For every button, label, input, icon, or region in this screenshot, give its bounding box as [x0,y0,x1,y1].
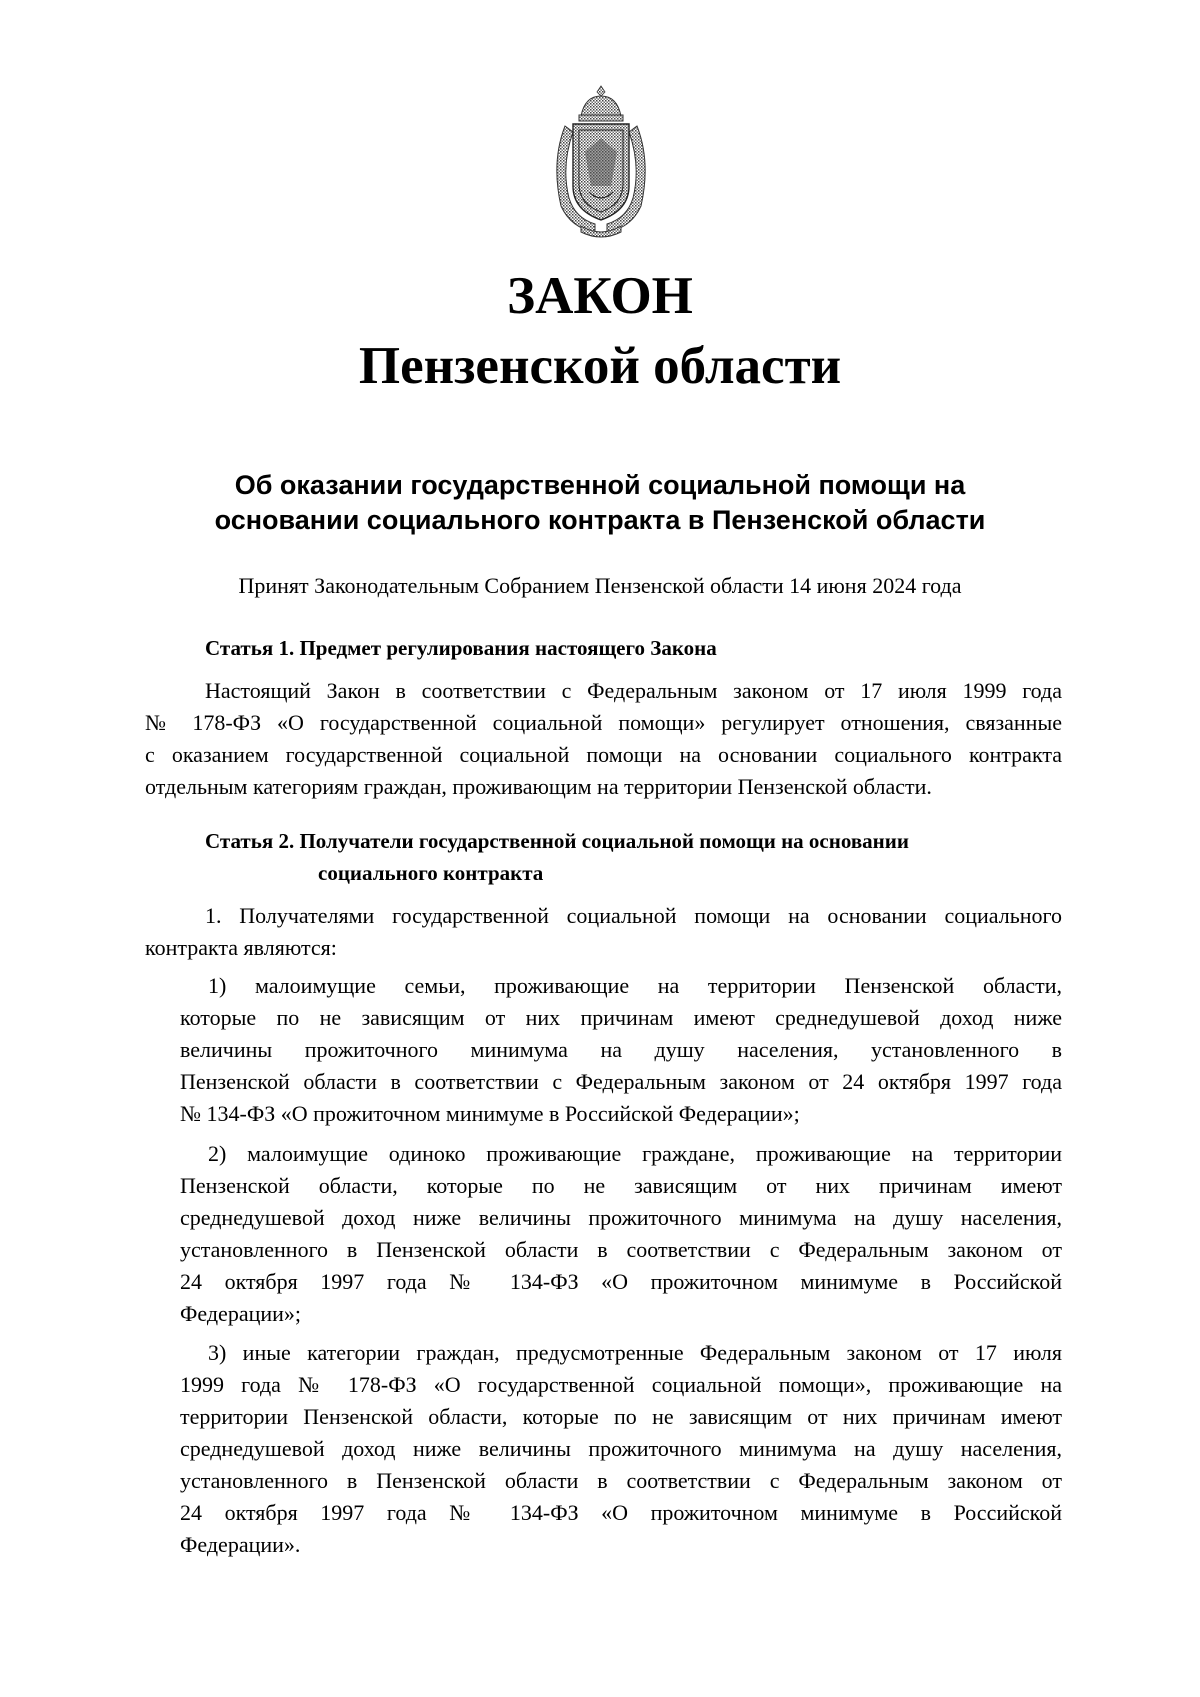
paragraph-line: контракта являются: [145,935,337,960]
item-line: величины прожиточного минимума на душу населения, установленного в [180,1037,1062,1062]
article-1-title: Статья 1. Предмет регулирования настоящего Закона [205,636,717,660]
paragraph-line: с оказанием государственной социальной помощи на основании социального контракта [145,742,1062,767]
item-line: № 134-ФЗ «О прожиточном минимуме в Российской Федерации»; [180,1101,800,1126]
coat-of-arms-icon [545,82,657,242]
item-line: 24 октября 1997 года № 134-ФЗ «О прожиточном минимуме в Российской [180,1500,1062,1525]
article-2-item-3 [180,1337,1062,1561]
item-line: 1999 года № 178-ФЗ «О государственной социальной помощи», проживающие на [180,1372,1062,1397]
item-line: Федерации». [180,1532,301,1557]
law-region: Пензенской области [358,337,842,395]
item-line: Федерации»; [180,1301,302,1326]
paragraph-line: № 178-ФЗ «О государственной социальной помощи» регулирует отношения, связанные [145,710,1062,735]
item-line: 3) иные категории граждан, предусмотренные Федеральным законом от 17 июля [208,1340,1062,1365]
item-line: территории Пензенской области, которые по не зависящим от них причинам имеют [180,1404,1062,1429]
paragraph-line: 1. Получателями государственной социальной помощи на основании социального [205,903,1062,928]
item-line: Пензенской области в соответствии с Федеральным законом от 24 октября 1997 года [180,1069,1062,1094]
item-line: Пензенской области, которые по не зависящим от них причинам имеют [180,1173,1062,1198]
law-title: ЗАКОН [507,267,693,325]
article-2-item-1 [180,970,1062,1130]
paragraph-line: Настоящий Закон в соответствии с Федеральным законом от 17 июля 1999 года [205,678,1062,703]
article-2-title [205,825,1035,889]
item-line: 1) малоимущие семьи, проживающие на территории Пензенской области, [208,973,1062,998]
article-2-title-line: социального контракта [318,861,544,885]
document-heading-line: основании социального контракта в Пензенской области [214,505,986,535]
document-heading-line: Об оказании государственной социальной помощи на [234,470,966,500]
item-line: которые по не зависящим от них причинам имеют среднедушевой доход ниже [180,1005,1062,1030]
paragraph-line: отдельным категориям граждан, проживающим на территории Пензенской области. [145,774,932,799]
document-heading [150,468,1050,538]
adoption-note: Принят Законодательным Собранием Пензенской области 14 июня 2024 года [238,573,962,598]
item-line: среднедушевой доход ниже величины прожиточного минимума на душу населения, [180,1436,1062,1461]
article-2-item-2 [180,1138,1062,1330]
item-line: среднедушевой доход ниже величины прожиточного минимума на душу населения, [180,1205,1062,1230]
article-1-text [145,675,1062,803]
item-line: 2) малоимущие одиноко проживающие граждане, проживающие на территории [208,1141,1062,1166]
article-2-paragraph-1 [145,900,1062,964]
item-line: 24 октября 1997 года № 134-ФЗ «О прожиточном минимуме в Российской [180,1269,1062,1294]
article-2-title-line: Статья 2. Получатели государственной социальной помощи на основании [205,829,909,853]
item-line: установленного в Пензенской области в соответствии с Федеральным законом от [180,1468,1062,1493]
item-line: установленного в Пензенской области в соответствии с Федеральным законом от [180,1237,1062,1262]
